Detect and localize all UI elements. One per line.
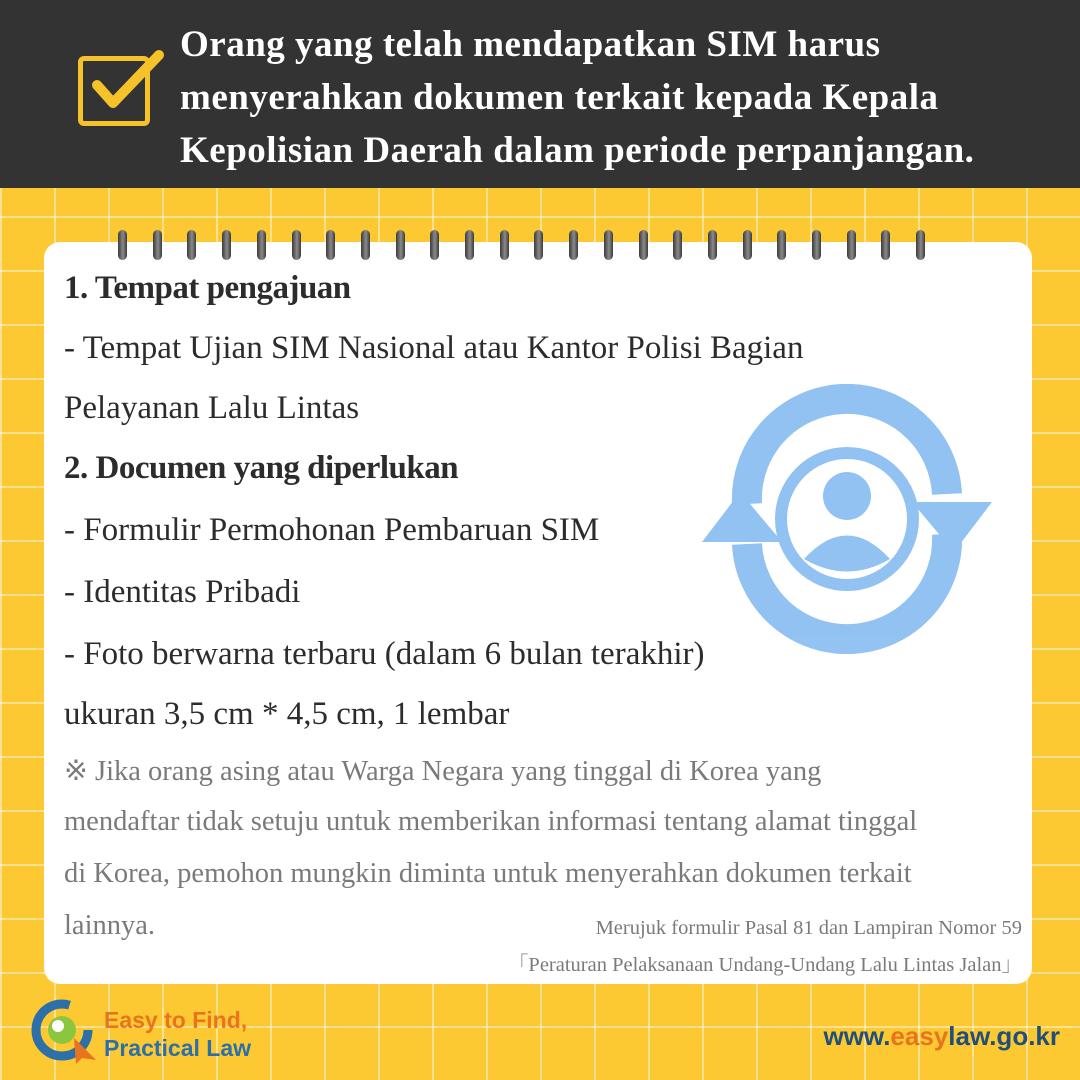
url-prefix: www. [823,1021,891,1051]
notepad-ring [534,230,543,260]
notepad-ring [396,230,405,260]
header-title-line: Orang yang telah mendapatkan SIM harus [180,24,881,65]
easylaw-logo-icon [30,998,100,1064]
notepad-ring [708,230,717,260]
section1-line: - Tempat Ujian SIM Nasional atau Kantor Polisi Bagian [64,330,804,366]
notepad-ring [673,230,682,260]
header-title [180,18,1060,177]
document-item: - Identitas Pribadi [64,574,301,610]
note-line: mendaftar tidak setuju untuk memberikan informasi tentang alamat tinggal [64,806,918,837]
checkbox-check-icon [78,56,150,126]
notepad-ring [430,230,439,260]
reference-line: Merujuk formulir Pasal 81 dan Lampiran Nomor 59 [595,917,1022,939]
notepad-ring [153,230,162,260]
notepad-ring [881,230,890,260]
notepad-ring [222,230,231,260]
notepad-ring [847,230,856,260]
note-line: ※ Jika orang asing atau Warga Negara yang tinggal di Korea yang [64,756,822,787]
reference-text [508,910,1022,984]
website-url[interactable] [823,1021,1060,1052]
url-suffix: law.go.kr [948,1021,1060,1051]
notepad-ring [777,230,786,260]
note-line: di Korea, pemohon mungkin diminta untuk menyerahkan dokumen terkait [64,858,912,889]
document-item: - Foto berwarna terbaru (dalam 6 bulan terakhir) [64,636,705,672]
logo-line1: Easy to Find, [104,1007,248,1033]
notepad-ring [916,230,925,260]
notepad-ring [187,230,196,260]
document-item: - Formulir Permohonan Pembaruan SIM [64,512,600,548]
notepad-ring [604,230,613,260]
notepad-ring [292,230,301,260]
notepad-ring [118,230,127,260]
url-mid: easy [890,1021,949,1051]
section1-line: Pelayanan Lalu Lintas [64,390,360,426]
notepad-ring [569,230,578,260]
logo-text [104,1006,251,1062]
header-title-line: menyerahkan dokumen terkait kepada Kepala [180,77,939,118]
header-title-line: Kepolisian Daerah dalam periode perpanjangan. [180,130,975,171]
logo-line2: Practical Law [104,1035,252,1061]
notepad-ring [326,230,335,260]
notepad-rings [118,230,948,264]
section2-heading: 2. Documen yang diperlukan [64,450,459,486]
notepad-ring [639,230,648,260]
notepad-ring [743,230,752,260]
section1-heading: 1. Tempat pengajuan [64,270,351,306]
note-line: lainnya. [64,910,156,941]
notepad-ring [465,230,474,260]
notepad-ring [361,230,370,260]
notepad-ring [500,230,509,260]
header-banner [0,0,1080,188]
reference-line: 「Peraturan Pelaksanaan Undang-Undang Lalu Lintas Jalan」 [507,954,1022,976]
refresh-user-icon [692,384,1002,654]
notepad-ring [812,230,821,260]
notepad-ring [257,230,266,260]
document-item: ukuran 3,5 cm * 4,5 cm, 1 lembar [64,696,510,732]
